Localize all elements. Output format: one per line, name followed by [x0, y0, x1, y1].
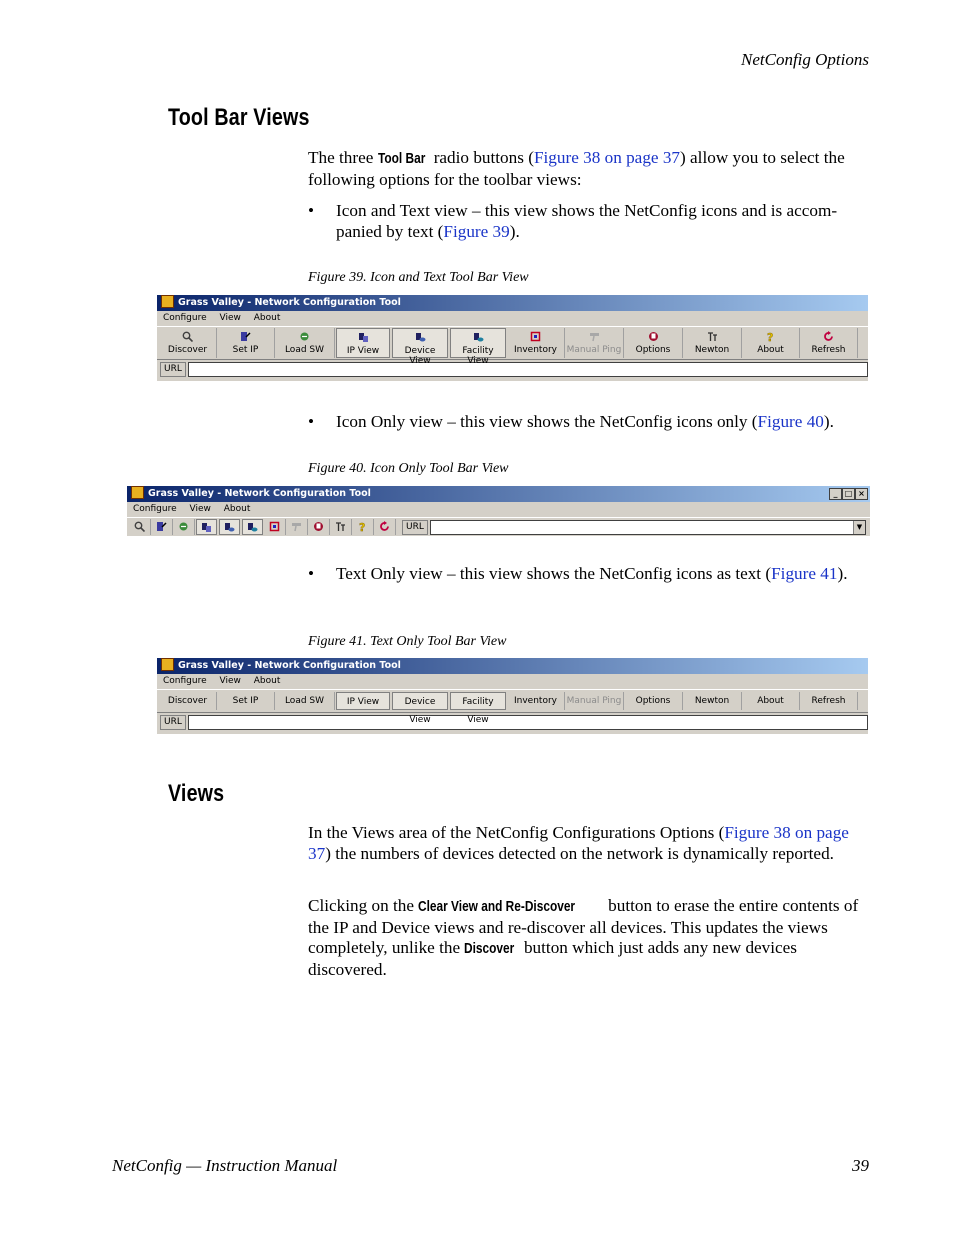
- maximize-icon[interactable]: □: [842, 488, 855, 500]
- toolbar: [157, 327, 868, 366]
- toolbar-button-inventory[interactable]: [507, 692, 565, 710]
- ip-view-icon: [358, 332, 369, 343]
- device-view-icon: [415, 332, 426, 343]
- url-input[interactable]: [430, 520, 866, 535]
- button-label: Load SW: [284, 696, 325, 706]
- ip-view-icon: [201, 522, 212, 533]
- button-label: Refresh: [811, 345, 846, 355]
- menu-view[interactable]: View: [219, 676, 241, 686]
- window-titlebar: [157, 295, 868, 311]
- toolbar-button-device-view[interactable]: [392, 328, 448, 366]
- close-icon[interactable]: ×: [855, 488, 868, 500]
- device-view-icon: [224, 522, 235, 533]
- svg-text:?: ?: [767, 331, 774, 342]
- button-label: Facility View: [462, 346, 494, 366]
- bold-term: Discover: [464, 941, 515, 957]
- button-label: Device View: [404, 697, 436, 725]
- footer-manual-title: NetConfig — Instruction Manual: [112, 1156, 338, 1175]
- toolbar-button-set-ip[interactable]: [217, 328, 275, 358]
- set-ip-icon: [240, 331, 251, 342]
- window-title: Grass Valley - Network Configuration Tool: [178, 297, 401, 308]
- toolbar-button-discover[interactable]: [129, 519, 151, 535]
- views-paragraph-2: [308, 896, 873, 980]
- svg-text:?: ?: [359, 521, 366, 532]
- button-label: About: [757, 696, 784, 706]
- toolbar-button-about[interactable]: [742, 328, 800, 358]
- menu-bar: [157, 674, 868, 690]
- load-software-icon: [178, 521, 189, 532]
- toolbar-button-options[interactable]: [308, 519, 330, 535]
- menu-view[interactable]: View: [189, 504, 211, 514]
- toolbar-button-device-view[interactable]: [219, 519, 240, 535]
- button-label: Options: [635, 345, 671, 355]
- toolbar-button-manual-ping[interactable]: [565, 328, 624, 358]
- toolbar-button-about[interactable]: [352, 519, 374, 535]
- options-icon: [313, 521, 324, 532]
- refresh-icon: [823, 331, 834, 342]
- toolbar-button-discover[interactable]: [159, 692, 217, 710]
- ping-icon: [291, 521, 302, 532]
- url-bar: [157, 360, 868, 378]
- toolbar-button-load-sw[interactable]: [173, 519, 195, 535]
- toolbar-button-facility-view[interactable]: [450, 692, 506, 725]
- toolbar-button-load-sw[interactable]: [275, 328, 335, 358]
- app-icon: [161, 295, 174, 308]
- menu-about[interactable]: About: [253, 313, 281, 323]
- url-label: URL: [402, 520, 428, 535]
- button-label: Inventory: [514, 345, 557, 355]
- button-label: Discover: [167, 696, 208, 706]
- text: ) allow you to select the following options for the toolbar views:: [308, 148, 845, 189]
- newton-icon: [335, 521, 346, 532]
- toolbar-button-ip-view[interactable]: [196, 519, 217, 535]
- button-label: Load SW: [284, 345, 325, 355]
- text: button which just adds any new devices discovered.: [308, 938, 797, 979]
- menu-view[interactable]: View: [219, 313, 241, 323]
- text: Clicking on the: [308, 896, 419, 915]
- button-label: About: [757, 345, 784, 355]
- figure-caption-40: Figure 40. Icon Only Tool Bar View: [308, 461, 509, 476]
- menu-bar: [157, 311, 868, 327]
- toolbar-button-ip-view[interactable]: [336, 328, 390, 358]
- figure-caption-41: Figure 41. Text Only Tool Bar View: [308, 634, 507, 649]
- toolbar-button-device-view[interactable]: [392, 692, 448, 725]
- button-label: Manual Ping: [566, 696, 622, 706]
- help-icon: [765, 331, 776, 342]
- figure-link[interactable]: Figure 41: [771, 564, 838, 583]
- toolbar: [127, 518, 870, 536]
- button-label: Manual Ping: [566, 345, 622, 355]
- load-software-icon: [299, 331, 310, 342]
- toolbar-button-refresh[interactable]: [800, 328, 858, 358]
- text: Text Only view – this view shows the NetConfig icons as text (: [336, 564, 772, 583]
- toolbar-button-facility-view[interactable]: [450, 328, 506, 366]
- window-titlebar: [157, 658, 868, 674]
- bullet-marker: •: [308, 201, 315, 220]
- menu-about[interactable]: About: [253, 676, 281, 686]
- button-label: Refresh: [811, 696, 846, 706]
- toolbar-button-refresh[interactable]: [374, 519, 396, 535]
- app-icon: [131, 486, 144, 499]
- text: ) the numbers of devices detected on the network is dynamically reported.: [325, 843, 834, 863]
- toolbar-button-newton[interactable]: [683, 692, 742, 710]
- button-label: Newton: [694, 696, 730, 706]
- ping-icon: [589, 331, 600, 342]
- text: In the Views area of the NetConfig Configurations Options (: [308, 823, 725, 842]
- button-label: Device View: [404, 346, 436, 366]
- toolbar-button-inventory[interactable]: [507, 328, 565, 358]
- inventory-icon: [269, 521, 280, 532]
- toolbar-button-ip-view[interactable]: [336, 692, 390, 710]
- screenshot-text-only-toolbar: [157, 658, 868, 734]
- minimize-icon[interactable]: _: [829, 488, 842, 500]
- button-label: Facility View: [462, 697, 494, 725]
- window-title: Grass Valley - Network Configuration Tool: [178, 660, 401, 671]
- url-label: URL: [160, 362, 186, 377]
- toolbar-button-set-ip[interactable]: [151, 519, 173, 535]
- refresh-icon: [379, 521, 390, 532]
- text: Icon Only view – this view shows the NetConfig icons only (: [336, 412, 758, 431]
- menu-configure[interactable]: Configure: [163, 676, 207, 686]
- bullet-marker: •: [308, 564, 315, 583]
- views-paragraph-1: [308, 823, 873, 864]
- screenshot-icon-text-toolbar: [157, 295, 868, 381]
- toolbar-button-set-ip[interactable]: [217, 692, 275, 710]
- toolbar-button-refresh[interactable]: [800, 692, 858, 710]
- toolbar-button-newton[interactable]: [683, 328, 742, 358]
- button-label: IP View: [346, 346, 380, 356]
- intro-paragraph: [308, 148, 873, 190]
- help-icon: [357, 521, 368, 532]
- toolbar-button-inventory[interactable]: [264, 519, 286, 535]
- inventory-icon: [530, 331, 541, 342]
- toolbar-button-newton[interactable]: [330, 519, 352, 535]
- toolbar-button-discover[interactable]: [159, 328, 217, 358]
- magnifier-icon: [182, 331, 193, 342]
- menu-configure[interactable]: Configure: [163, 313, 207, 323]
- toolbar-button-load-sw[interactable]: [275, 692, 335, 710]
- text: ).: [837, 564, 848, 583]
- dropdown-arrow-icon[interactable]: ▼: [853, 521, 865, 534]
- app-icon: [161, 658, 174, 671]
- toolbar-button-manual-ping[interactable]: [286, 519, 308, 535]
- section-heading-tool-bar-views: Tool Bar Views: [168, 104, 310, 131]
- button-label: Set IP: [232, 696, 259, 706]
- text: Icon and Text view – this view shows the NetConfig icons and is accom-panied by text (: [336, 201, 838, 241]
- facility-view-icon: [247, 522, 258, 533]
- window-titlebar: [127, 486, 870, 502]
- screenshot-icon-only-toolbar: [127, 486, 870, 536]
- toolbar-button-facility-view[interactable]: [242, 519, 263, 535]
- running-header: NetConfig Options: [741, 50, 869, 69]
- set-ip-icon: [156, 521, 167, 532]
- url-bar: [157, 713, 868, 731]
- figure-caption-39: Figure 39. Icon and Text Tool Bar View: [308, 270, 529, 285]
- text: button to erase the entire contents of the IP and Device views and re-discover all devices. This updates the views completely, unlike the: [308, 896, 859, 957]
- page-number: 39: [852, 1156, 869, 1175]
- text: The three: [308, 148, 378, 167]
- toolbar-button-options[interactable]: [624, 692, 683, 710]
- url-label: URL: [160, 715, 186, 730]
- button-label: Set IP: [232, 345, 259, 355]
- toolbar-button-about[interactable]: [742, 692, 800, 710]
- toolbar-button-manual-ping[interactable]: [565, 692, 624, 710]
- button-label: Inventory: [514, 696, 557, 706]
- figure-link[interactable]: Figure 38 on page 37: [308, 823, 849, 863]
- button-label: IP View: [346, 697, 380, 707]
- window-title: Grass Valley - Network Configuration Tool: [148, 488, 371, 499]
- section-heading-views: Views: [168, 780, 225, 807]
- options-icon: [648, 331, 659, 342]
- figure-link[interactable]: Figure 40: [757, 412, 824, 431]
- newton-icon: [707, 331, 718, 342]
- figure-link[interactable]: Figure 39: [443, 221, 510, 241]
- url-input[interactable]: [188, 362, 868, 377]
- figure-link[interactable]: Figure 38 on page 37: [533, 148, 681, 167]
- magnifier-icon: [134, 521, 145, 532]
- url-input[interactable]: [188, 715, 868, 730]
- button-label: Options: [635, 696, 671, 706]
- toolbar-button-options[interactable]: [624, 328, 683, 358]
- menu-about[interactable]: About: [223, 504, 251, 514]
- button-label: Newton: [694, 345, 730, 355]
- bold-term: Tool Bar: [377, 151, 426, 167]
- menu-bar: [127, 502, 870, 518]
- text: ).: [509, 221, 520, 241]
- facility-view-icon: [473, 332, 484, 343]
- menu-configure[interactable]: Configure: [133, 504, 177, 514]
- bullet-marker: •: [308, 412, 315, 431]
- button-label: Discover: [167, 345, 208, 355]
- text: radio buttons (: [429, 148, 534, 167]
- bold-term: Clear View and Re-Discover: [418, 899, 576, 915]
- text: ).: [823, 412, 834, 431]
